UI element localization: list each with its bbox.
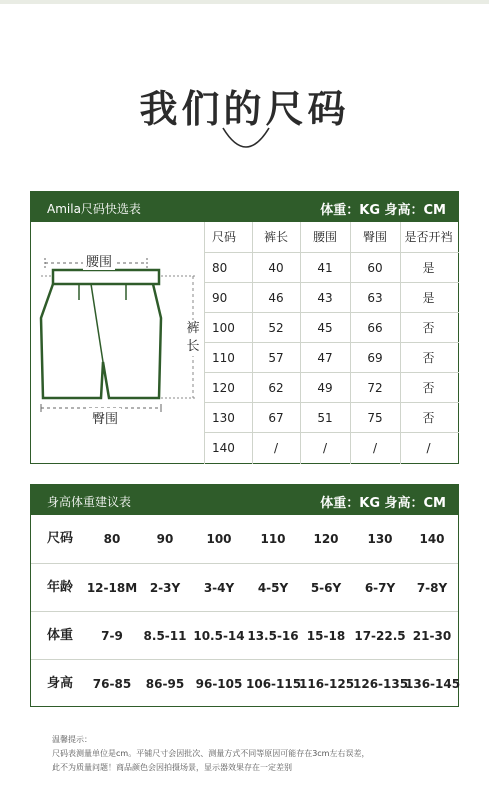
suggest-table-cell: 10.5-14	[193, 629, 245, 643]
suggest-table-cell: 7-9	[101, 629, 123, 643]
suggest-grid	[31, 515, 461, 707]
size-table-cell: 否	[422, 411, 435, 425]
suggest-table-cell: 110	[260, 532, 286, 546]
suggest-table-cell: 120	[313, 532, 339, 546]
suggest-table-cell: 130	[367, 532, 393, 546]
tips-heading: 温馨提示：	[52, 735, 92, 744]
size-table-cell: 100	[212, 321, 235, 335]
suggest-table-header	[31, 485, 458, 515]
size-table-cell: 62	[268, 381, 284, 395]
size-table-cell: 110	[212, 351, 235, 365]
size-table-cell: /	[426, 441, 431, 455]
size-table-cell: 52	[268, 321, 284, 335]
size-table-cell: 否	[422, 351, 435, 365]
size-table-header	[31, 192, 458, 222]
size-table-cell: 43	[317, 291, 333, 305]
suggest-table-cell: 12-18M	[86, 581, 138, 595]
size-table-cell: 120	[212, 381, 235, 395]
length-label: 裤长	[183, 320, 203, 356]
suggest-row-label: 尺码	[47, 531, 74, 546]
grid-divider	[400, 222, 401, 464]
waist-label: 腰围	[83, 251, 115, 270]
suggest-table-cell: 3-4Y	[203, 581, 235, 595]
suggest-table-cell: 116-125	[299, 677, 355, 691]
suggest-table-cell: 100	[206, 532, 232, 546]
size-table-cell: 40	[268, 261, 284, 275]
hip-label: 臀围	[89, 408, 121, 427]
size-table-cell: 57	[268, 351, 284, 365]
suggest-row-label: 体重	[47, 628, 74, 643]
suggest-table-units: 体重：KG 身高：CM	[320, 496, 446, 511]
size-table-title: Amila尺码快选表	[47, 202, 141, 216]
size-table-row	[204, 252, 459, 282]
suggest-table-row	[31, 515, 458, 563]
suggest-table-row	[31, 659, 461, 707]
size-table-cell: 41	[317, 261, 333, 275]
shorts-diagram-icon	[31, 222, 204, 464]
size-table-cell: 是	[422, 261, 435, 275]
suggest-row-label: 身高	[47, 676, 74, 691]
size-table-cell: 66	[367, 321, 383, 335]
suggest-table-cell: 106-115	[246, 677, 302, 691]
size-table-column-header: 是否开裆	[404, 230, 453, 244]
size-table-column-header: 腰围	[312, 230, 337, 244]
size-table-row	[204, 342, 459, 372]
tips-line-2: 此不为质量问题！商品颜色会因拍摄场景，显示器效果存在一定差别	[52, 763, 292, 772]
size-table-cell: 80	[212, 261, 228, 275]
tips-block	[52, 733, 369, 775]
suggest-table-cell: 80	[103, 532, 121, 546]
size-table-cell: /	[322, 441, 328, 455]
size-table-cell: /	[372, 441, 378, 455]
size-table-cell: 47	[317, 351, 333, 365]
size-table-units: 体重：KG 身高：CM	[320, 203, 446, 218]
size-quick-table	[30, 191, 459, 464]
size-table-row	[204, 402, 459, 432]
size-table-cell: 51	[317, 411, 333, 425]
suggest-table-cell: 21-30	[412, 629, 452, 643]
suggest-table-cell: 17-22.5	[354, 629, 406, 643]
size-grid	[204, 222, 459, 464]
suggest-table-cell: 13.5-16	[247, 629, 299, 643]
size-table-cell: 45	[317, 321, 333, 335]
size-table-cell: 63	[367, 291, 383, 305]
size-table-cell: 140	[212, 441, 235, 455]
suggest-table-cell: 96-105	[195, 677, 243, 691]
page-title: 我们的尺码	[139, 87, 350, 131]
suggest-table-cell: 126-135	[353, 677, 409, 691]
size-table-column-header: 尺码	[212, 230, 237, 244]
suggest-table-cell: 6-7Y	[364, 581, 396, 595]
size-table-cell: 否	[422, 381, 435, 395]
size-table-cell: 46	[268, 291, 284, 305]
size-table-column-header: 臀围	[362, 230, 387, 244]
suggest-table-cell: 4-5Y	[257, 581, 289, 595]
size-table-cell: 72	[367, 381, 383, 395]
suggest-table-cell: 2-3Y	[149, 581, 181, 595]
grid-divider	[350, 222, 351, 464]
height-weight-table	[30, 484, 459, 707]
size-table-cell: 75	[367, 411, 383, 425]
shorts-illustration	[31, 222, 204, 464]
suggest-table-cell: 140	[419, 532, 445, 546]
suggest-table-cell: 76-85	[92, 677, 132, 691]
size-table-cell: /	[273, 441, 279, 455]
suggest-table-row	[31, 611, 458, 659]
grid-divider	[252, 222, 253, 464]
size-table-cell: 49	[317, 381, 333, 395]
suggest-table-row	[31, 563, 458, 611]
suggest-table-cell: 7-8Y	[416, 581, 448, 595]
suggest-row-label: 年龄	[47, 580, 74, 595]
suggest-table-title: 身高体重建议表	[47, 495, 132, 509]
suggest-table-cell: 136-145	[405, 677, 461, 691]
suggest-table-cell: 8.5-11	[143, 629, 187, 643]
suggest-table-cell: 15-18	[306, 629, 346, 643]
size-table-row	[204, 372, 459, 402]
size-table-cell: 67	[268, 411, 284, 425]
size-table-cell: 否	[422, 321, 435, 335]
size-table-row	[204, 432, 459, 462]
size-table-column-header: 裤长	[263, 230, 288, 244]
suggest-table-cell: 5-6Y	[310, 581, 342, 595]
size-table-cell: 69	[367, 351, 383, 365]
size-table-cell: 130	[212, 411, 235, 425]
top-divider	[0, 0, 489, 4]
tips-line-1: 尺码表测量单位是cm。平铺尺寸会因批次、测量方式不同等原因可能存在3cm左右误差，	[52, 749, 370, 758]
size-table-cell: 90	[212, 291, 228, 305]
suggest-table-cell: 90	[156, 532, 174, 546]
size-table-row	[204, 282, 459, 312]
grid-divider	[300, 222, 301, 464]
size-table-cell: 是	[422, 291, 435, 305]
size-table-cell: 60	[367, 261, 383, 275]
size-table-row	[204, 312, 459, 342]
size-table-header-row	[204, 222, 459, 252]
suggest-table-cell: 86-95	[145, 677, 185, 691]
smile-decoration-icon	[220, 122, 272, 156]
